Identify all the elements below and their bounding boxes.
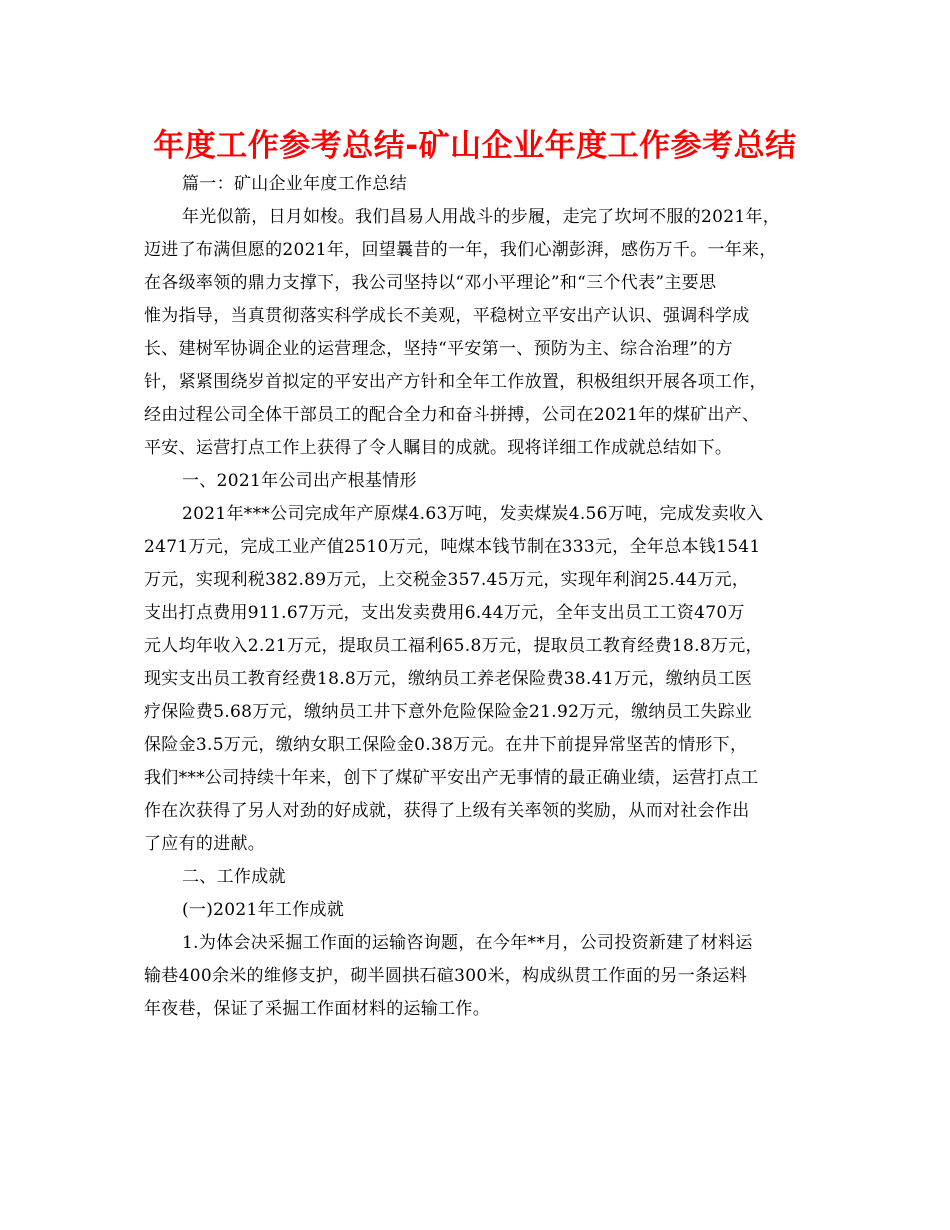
paragraph-line: 迈进了布满但愿的2021年，回望曩昔的一年，我们心潮彭湃，感伤万千。一年来， [144,240,777,260]
paragraph-line: 现实支出员工教育经费18.8万元，缴纳员工养老保险费38.41万元，缴纳员工医 [144,669,753,689]
paragraph-line: 保险金3.5万元，缴纳女职工保险金0.38万元。在井下前提异常坚苦的情形下， [144,735,748,755]
section-heading: 篇一：矿山企业年度工作总结 [182,174,407,194]
section-heading: 一、2021年公司出产根基情形 [182,471,417,491]
document-title: 年度工作参考总结-矿山企业年度工作参考总结 [153,128,797,164]
paragraph-line: 年夜巷，保证了采掘工作面材料的运输工作。 [144,999,490,1019]
paragraph-line: 长、建树军协调企业的运营理念，坚持“平安第一、预防为主、综合治理”的方 [144,339,733,359]
paragraph-line: 输巷400余米的维修支护，砌半圆拱石碹300米，构成纵贯工作面的另一条运料 [144,966,747,986]
subsection-heading: (一)2021年工作成就 [182,900,345,920]
paragraph-line: 疗保险费5.68万元，缴纳员工井下意外危险保险金21.92万元，缴纳员工失踪业 [144,702,753,722]
paragraph-line: 我们***公司持续十年来，创下了煤矿平安出产无事情的最正确业绩，运营打点工 [144,768,759,788]
paragraph-line: 万元，实现利税382.89万元，上交税金357.45万元，实现年利润25.44万元， [144,570,750,590]
paragraph-line: 元人均年收入2.21万元，提取员工福利65.8万元，提取员工教育经费18.8万元， [144,636,763,656]
paragraph-line: 惟为指导，当真贯彻落实科学成长不美观，平稳树立平安出产认识、强调科学成 [144,306,750,326]
paragraph-line: 支出打点费用911.67万元，支出发卖费用6.44万元，全年支出员工工资470万 [144,603,745,623]
paragraph-line: 2471万元，完成工业产值2510万元，吨煤本钱节制在333元，全年总本钱1541 [144,537,761,557]
paragraph-line: 针，紧紧围绕岁首拟定的平安出产方针和全年工作放置，积极组织开展各项工作， [144,372,767,392]
paragraph-line: 年光似箭，日月如梭。我们昌易人用战斗的步履，走完了坎坷不服的2021年， [182,207,781,227]
paragraph-line: 作在次获得了另人对劲的好成就，获得了上级有关率领的奖励，从而对社会作出 [144,801,750,821]
paragraph-line: 1.为体会决采掘工作面的运输咨询题，在今年**月，公司投资新建了材料运 [182,933,753,953]
paragraph-line: 在各级率领的鼎力支撑下，我公司坚持以“邓小平理论”和“三个代表”主要思 [144,273,717,293]
section-heading: 二、工作成就 [182,867,286,887]
paragraph-line: 经由过程公司全体干部员工的配合全力和奋斗拼搏，公司在2021年的煤矿出产、 [144,405,760,425]
paragraph-line: 2021年***公司完成年产原煤4.63万吨，发卖煤炭4.56万吨，完成发卖收入 [182,504,764,524]
paragraph-line: 平安、运营打点工作上获得了令人瞩目的成就。现将详细工作成就总结如下。 [144,438,733,458]
paragraph-line: 了应有的进献。 [144,834,266,854]
document-body [144,168,808,1026]
